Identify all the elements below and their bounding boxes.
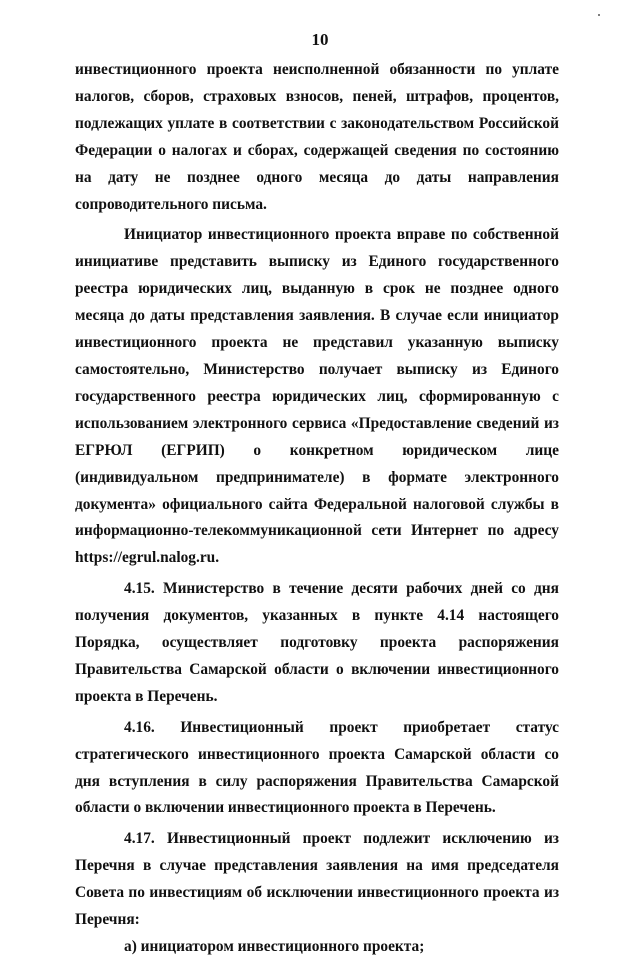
paragraph-4-16: 4.16. Инвестиционный проект приобретает статус стратегического инвестиционного проекта Самарской области со дня вступления в силу распоряжения Правительства Самарской области о включении инвестиционного проекта в Перечень. (75, 718, 559, 817)
document-body (75, 57, 559, 961)
paragraph-registry-extract: Инициатор инвестиционного проекта вправе по собственной инициативе представить выписку из Единого государственного реестра юридических лиц, выданную в срок не позднее одного месяца до даты представления заявления. В случае если инициатор инвестиционного проекта не представил указанную выписку самостоятельно, Министерство получает выписку из Единого государственного реестра юридических лиц, сформированную с использованием электронного сервиса «Предоставление сведений из ЕГРЮЛ (ЕГРИП) о конкретном юридическом лице (индивидуальном предпринимателе) в формате электронного документа» официального сайта Федеральной налоговой службы в информационно-телекоммуникационной сети Интернет по адресу https://egrul.nalog.ru. (75, 226, 559, 567)
scan-speck (598, 14, 600, 16)
paragraph-tax-obligations: инвестиционного проекта неисполненной обязанности по уплате налогов, сборов, страховых взносов, пеней, штрафов, процентов, подлежащих уплате в соответствии с законодательством Российской Федерации о налогах и сборах, содержащей сведения по состоянию на дату не позднее одного месяца до даты направления сопроводительного письма. (75, 61, 559, 213)
paragraph-item-a: а) инициатором инвестиционного проекта; (124, 938, 425, 955)
paragraph-4-15: 4.15. Министерство в течение десяти рабочих дней со дня получения документов, указанных в пункте 4.14 настоящего Порядка, осуществляет подготовку проекта распоряжения Правительства Самарской области о включении инвестиционного проекта в Перечень. (75, 580, 559, 705)
page-number: 10 (311, 30, 329, 49)
paragraph-4-17: 4.17. Инвестиционный проект подлежит исключению из Перечня в случае представления заявления на имя председателя Совета по инвестициям об исключении инвестиционного проекта из Перечня: (75, 830, 559, 929)
